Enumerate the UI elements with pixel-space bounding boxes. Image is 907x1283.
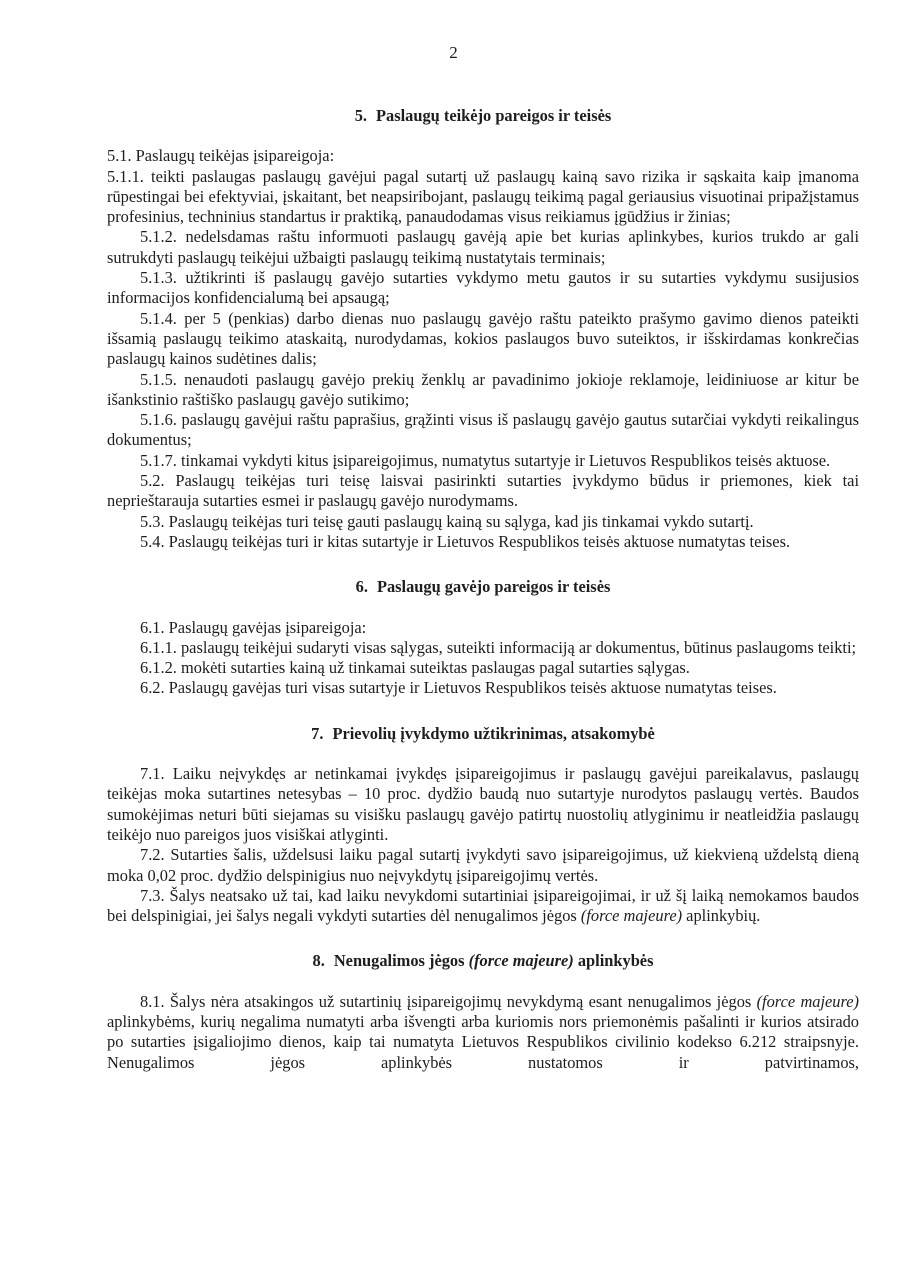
clause-7-3	[107, 886, 859, 927]
page-number: 2	[449, 43, 458, 62]
clause-5-1-4: 5.1.4. per 5 (penkias) darbo dienas nuo paslaugų gavėjo raštu pateikto prašymo gavimo dienos pateikti išsamią paslaugų teikimo ataskaitą, nurodydamas, kokios paslaugos buvo suteiktos, ir išskirdamas konkrečias paslaugų kainos sudėtines dalis;	[107, 308, 859, 369]
clause-5-1-5: 5.1.5. nenaudoti paslaugų gavėjo prekių ženklų ar pavadinimo jokioje reklamoje, leidiniuose ar kitur be išankstinio raštiško paslaugų gavėjo sutikimo;	[107, 369, 859, 409]
clause-6-1-1: 6.1.1. paslaugų teikėjui sudaryti visas sąlygas, suteikti informaciją ar dokumentus, būtinus paslaugoms teikti;	[140, 637, 857, 657]
section-heading	[107, 106, 859, 126]
clause-7-2: 7.2. Sutarties šalis, uždelsusi laiku pagal sutartį įvykdyti savo įsipareigojimus, už kiekvieną uždelstą dieną moka 0,02 proc. dydžio delspinigius nuo neįvykdytų įsipareigojimų vertės.	[107, 845, 859, 885]
clause-5-1-7: 5.1.7. tinkamai vykdyti kitus įsipareigojimus, numatytus sutartyje ir Lietuvos Respublikos teisės aktuose.	[140, 450, 831, 470]
clause-5-1: 5.1. Paslaugų teikėjas įsipareigoja:	[107, 146, 335, 166]
clause-5-1-2: 5.1.2. nedelsdamas raštu informuoti paslaugų gavėją apie bet kurias aplinkybes, kurios trukdo ar gali sutrukdyti paslaugų teikėjui užbaigti paslaugų teikimą nustatytais terminais;	[107, 227, 859, 267]
force-majeure-term: (force majeure)	[468, 951, 574, 971]
clause-text: aplinkybių.	[682, 906, 761, 926]
clause-5-4: 5.4. Paslaugų teikėjas turi ir kitas sutartyje ir Lietuvos Respublikos teisės aktuose numatytas teises.	[140, 531, 791, 551]
clause-6-1: 6.1. Paslaugų gavėjas įsipareigoja:	[140, 617, 367, 637]
clause-5-1-3: 5.1.3. užtikrinti iš paslaugų gavėjo sutarties vykdymo metu gautos ir su sutarties vykdymu susijusios informacijos konfidencialumą bei apsaugą;	[107, 268, 859, 308]
clause-5-2: 5.2. Paslaugų teikėjas turi teisę laisvai pasirinkti sutarties įvykdymo būdus ir priemones, kiek tai neprieštarauja sutarties esmei ir paslaugų gavėjo nurodymams.	[107, 471, 859, 511]
clause-7-1: 7.1. Laiku neįvykdęs ar netinkamai įvykdęs įsipareigojimus ir paslaugų gavėjui pareikalavus, paslaugų teikėjas moka sutartines netesybas – 10 proc. dydžio baudą nuo sutartyje nurodytos paslaugų vertės. Baudos sumokėjimas neturi būti siejamas su visišku paslaugų gavėjo patirtų nuostolių atlyginimu ir neatleidžia paslaugų teikėjo nuo pareigos juos visiškai atlyginti.	[107, 764, 859, 844]
section-heading	[107, 577, 859, 597]
clause-6-1-2: 6.1.2. mokėti sutarties kainą už tinkamai suteiktas paslaugas pagal sutarties sąlygas.	[140, 658, 690, 678]
section-7	[107, 724, 859, 927]
section-number: 8.	[312, 951, 325, 971]
section-number: 5.	[354, 106, 368, 125]
section-title: Nenugalimos jėgos	[333, 951, 469, 971]
clause-text: 7.3. Šalys neatsako už tai, kad laiku nevykdomi sutartiniai įsipareigojimai, ir už šį laiką nemokamos baudos bei delspinigiai, jei šalys negali vykdyti sutarties dėl nenugalimos jėgos	[107, 885, 859, 926]
section-5	[107, 106, 859, 552]
force-majeure-term: (force majeure)	[580, 906, 683, 926]
document-body	[107, 106, 859, 1073]
clause-8-1	[107, 992, 859, 1073]
section-title: aplinkybės	[573, 951, 654, 971]
section-title: Paslaugų teikėjo pareigos ir teisės	[376, 106, 612, 125]
clause-text: aplinkybėms, kurių negalima numatyti arba išvengti arba kuriomis nors priemonėmis pašalinti ir kurios atsirado po sutarties įsigaliojimo dienos, kaip tai numatyta Lietuvos Respublikos civilinio kodekso 6.212 straipsnyje. Nenugalimos jėgos aplinkybės nustatomos ir patvirtinamos,	[107, 1011, 859, 1072]
section-heading	[107, 724, 859, 744]
clause-5-3: 5.3. Paslaugų teikėjas turi teisę gauti paslaugų kainą su sąlyga, kad jis tinkamai vykdo sutartį.	[140, 511, 754, 531]
clause-text: 8.1. Šalys nėra atsakingos už sutartinių įsipareigojimų nevykdymą esant nenugalimos jėgos	[140, 991, 757, 1011]
force-majeure-term: (force majeure)	[756, 991, 859, 1011]
section-title: Paslaugų gavėjo pareigos ir teisės	[376, 577, 611, 597]
section-number: 7.	[311, 723, 324, 743]
section-heading	[107, 951, 859, 971]
clause-5-1-1: 5.1.1. teikti paslaugas paslaugų gavėjui pagal sutartį už paslaugų kainą savo rizika ir sąskaita kaip įmanoma rūpestingai bei efektyviai, įskaitant, bet neapsiribojant, paslaugų teikimą pagal geriausius visuotinai pripažįstamus profesinius, techninius standartus ir praktiką, panaudodamas visus reikiamus įgūdžius ir žinias;	[107, 166, 859, 227]
clause-6-2: 6.2. Paslaugų gavėjas turi visas sutartyje ir Lietuvos Respublikos teisės aktuose numatytas teises.	[140, 678, 777, 698]
section-8	[107, 951, 859, 1072]
section-number: 6.	[355, 577, 368, 597]
clause-5-1-6: 5.1.6. paslaugų gavėjui raštu paprašius, grąžinti visus iš paslaugų gavėjo gautus sutarčiai vykdyti reikalingus dokumentus;	[107, 410, 859, 450]
section-6	[107, 577, 859, 698]
section-title: Prievolių įvykdymo užtikrinimas, atsakomybė	[332, 723, 655, 743]
